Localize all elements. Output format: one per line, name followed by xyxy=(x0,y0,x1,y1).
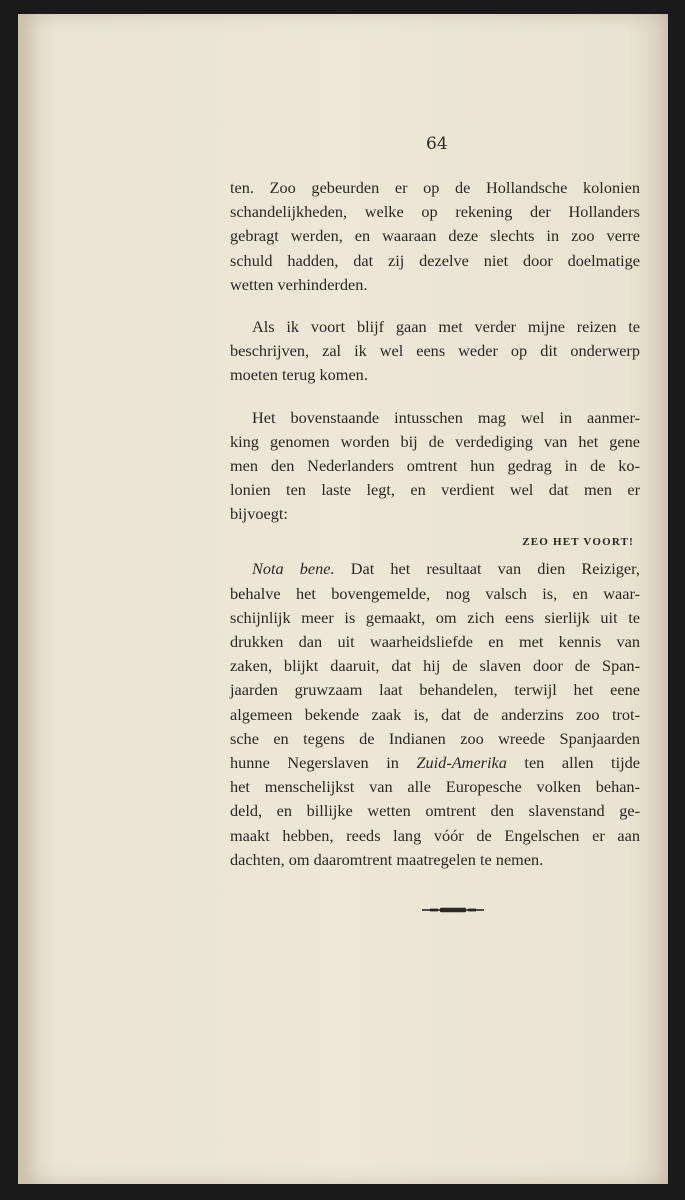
text-line: schandelijkheden, welke op rekening der Hollanders xyxy=(230,202,640,222)
text-line: drukken dan uit waarheidsliefde en met kennis van xyxy=(230,632,640,651)
paragraph-4 xyxy=(230,557,640,871)
text-line: algemeen bekende zaak is, dat de anderzins zoo trot- xyxy=(230,704,640,724)
nota-bene-label: Nota bene. xyxy=(252,559,335,579)
paragraph-1 xyxy=(230,176,640,297)
text-line: Het bovenstaande intusschen mag wel in aanmer- xyxy=(252,407,640,427)
text-line: ten. Zoo gebeurden er op de Hollandsche kolonien xyxy=(230,178,640,197)
text-line: lonien ten laste legt, en verdient wel dat men er xyxy=(230,480,640,500)
text-line: sche en tegens de Indianen zoo wreede Spanjaarden xyxy=(230,728,640,748)
paragraph-3 xyxy=(230,406,640,527)
text-line xyxy=(230,751,640,775)
body-text xyxy=(230,176,640,872)
text-line: men den Nederlanders omtrent hun gedrag in de ko- xyxy=(230,455,640,475)
page-number: 64 xyxy=(426,134,448,154)
text-line: zaken, blijkt daaruit, dat hij de slaven door de Span- xyxy=(230,656,640,676)
place-name: Zuid-Amerika xyxy=(416,752,507,772)
text-line: bijvoegt: xyxy=(230,504,288,524)
text-line: moeten terug komen. xyxy=(230,365,368,385)
text-line: schuld hadden, dat zij dezelve niet door doelmatige xyxy=(230,250,640,270)
text-line: behalve het bovengemelde, nog valsch is, en waar- xyxy=(230,583,640,603)
text-line: wetten verhinderden. xyxy=(230,274,368,294)
text-line: het menschelijkst van alle Europesche volken behan- xyxy=(230,777,640,797)
text-line: maakt hebben, reeds lang vóór de Engelschen er aan xyxy=(230,825,640,845)
text-line: beschrijven, zal ik wel eens weder op dit onderwerp xyxy=(230,341,640,361)
text-span: Dat het resultaat van dien Reiziger, xyxy=(334,559,640,579)
text-line: Als ik voort blijf gaan met verder mijne reizen te xyxy=(252,316,640,336)
text-line xyxy=(230,557,640,581)
signature: ZEO HET VOORT! xyxy=(522,536,634,549)
text-line: king genomen worden bij de verdediging van het gene xyxy=(230,431,640,451)
page-gutter-shadow xyxy=(18,14,40,1184)
paragraph-2 xyxy=(230,315,640,388)
text-line: schijnlijk meer is gemaakt, om zich eens sierlijk uit te xyxy=(230,607,640,627)
text-line: gebragt werden, en waaraan deze slechts in zoo verre xyxy=(230,226,640,246)
text-span: ten allen tijde xyxy=(506,752,640,772)
text-line: dachten, om daaromtrent maatregelen te nemen. xyxy=(230,849,544,869)
text-line: deld, en billijke wetten omtrent den slavenstand ge- xyxy=(230,801,640,821)
tail-piece-ornament-icon xyxy=(422,907,484,913)
text-span: hunne Negerslaven in xyxy=(230,752,417,772)
text-line: jaarden gruwzaam laat behandelen, terwijl het eene xyxy=(230,680,640,700)
